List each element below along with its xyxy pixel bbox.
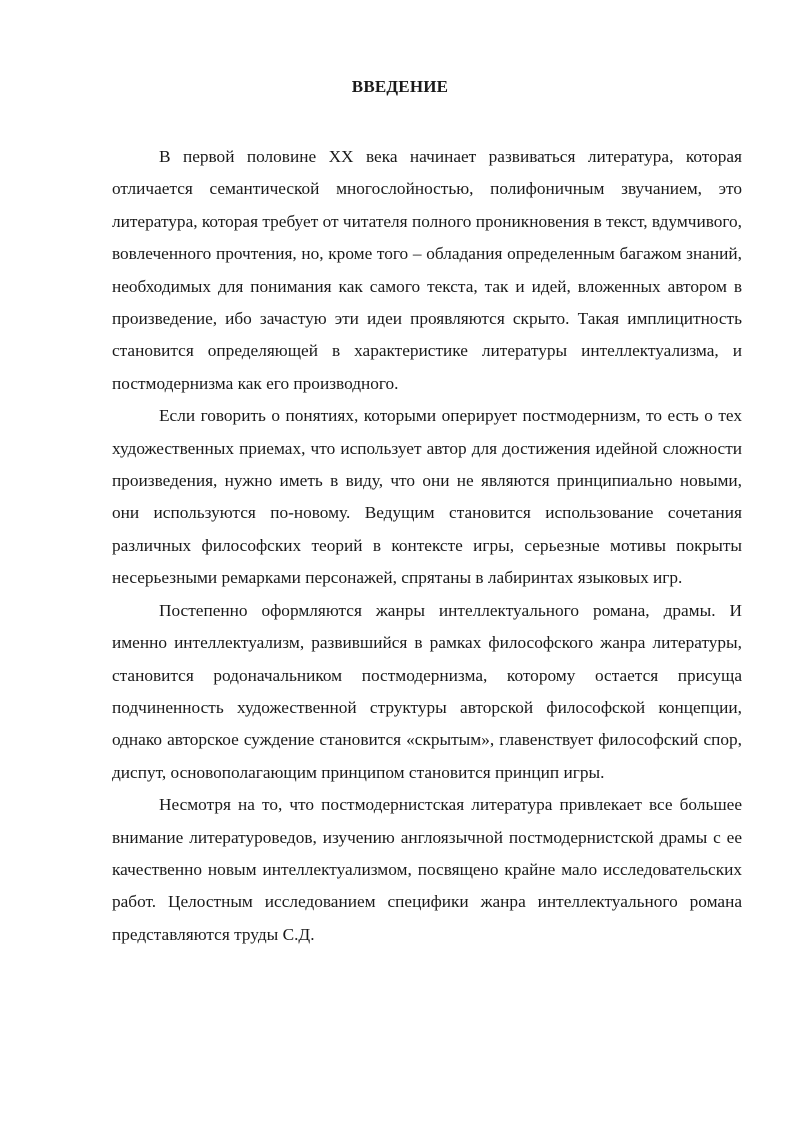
paragraph-1: В первой половине XX века начинает развиваться литература, которая отличается семантической многослойностью, полифоничным звучанием, это литература, которая требует от читателя полного проникновения в текст, вдумчивого, вовлеченного прочтения, но, кроме того – обладания определенным багажом знаний, необходимых для понимания как самого текста, так и идей, вложенных автором в произведение, ибо зачастую эти идеи проявляются скрыто. Такая имплицитность становится определяющей в характеристике литературы интеллектуализма, и постмодернизма как его производного.: [112, 147, 742, 393]
paragraph-4: Несмотря на то, что постмодернистская литература привлекает все большее внимание литературоведов, изучению англоязычной постмодернистской драмы с ее качественно новым интеллектуализмом, посвящено крайне мало исследовательских работ. Целостным исследованием специфики жанра интеллектуального романа представляются труды С.Д.: [112, 795, 742, 944]
section-heading: ВВЕДЕНИЕ: [351, 77, 449, 96]
paragraph-2: Если говорить о понятиях, которыми оперирует постмодернизм, то есть о тех художественных приемах, что использует автор для достижения идейной сложности произведения, нужно иметь в виду, что они не являются принципиально новыми, они используются по-новому. Ведущим становится использование сочетания различных философских теорий в контексте игры, серьезные мотивы покрыты несерьезными ремарками персонажей, спрятаны в лабиринтах языковых игр.: [112, 406, 742, 588]
paragraph-3: Постепенно оформляются жанры интеллектуального романа, драмы. И именно интеллектуализм, развившийся в рамках философского жанра литературы, становится родоначальником постмодернизма, которому остается присуща подчиненность художественной структуры авторской философской концепции, однако авторское суждение становится «скрытым», главенствует философский спор, диспут, основополагающим принципом становится принцип игры.: [112, 600, 742, 782]
body-text: [112, 141, 742, 951]
